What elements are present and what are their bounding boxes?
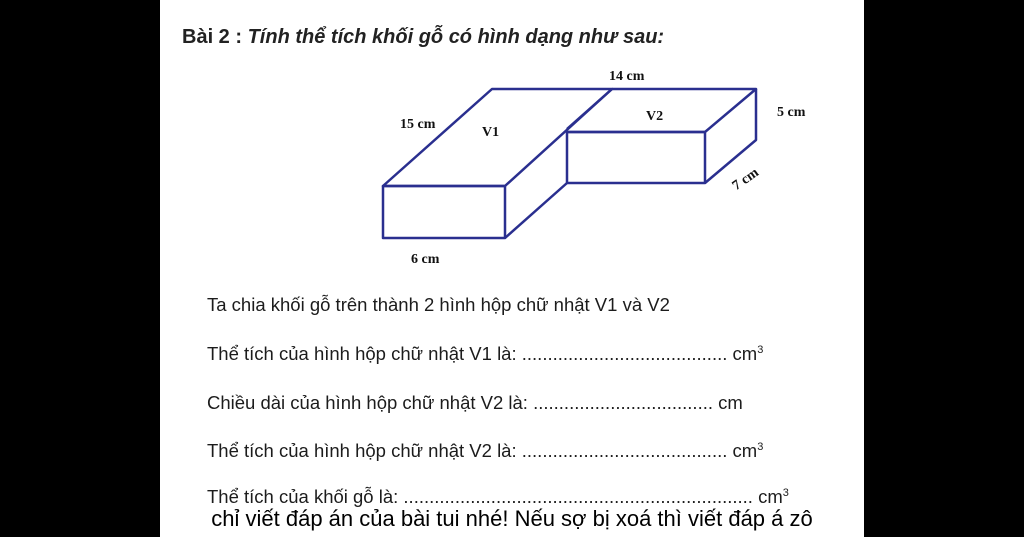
total-volume-answer-blank[interactable]: .................................................................... [403, 486, 753, 507]
v1-back-edge [567, 89, 612, 129]
v2-volume-label: Thể tích của hình hộp chữ nhật V2 là: [207, 440, 517, 461]
intro-line: Ta chia khối gỗ trên thành 2 hình hộp chữ nhật V1 và V2 [207, 294, 670, 315]
label-front-width: 6 cm [411, 252, 440, 267]
label-v1: V1 [482, 125, 500, 140]
v2-volume-line [207, 440, 763, 462]
exercise-question: Tính thể tích khối gỗ có hình dạng như sau: [247, 26, 665, 48]
v2-length-label: Chiều dài của hình hộp chữ nhật V2 là: [207, 392, 528, 413]
v2-volume-exponent: 3 [757, 440, 764, 453]
v2-front-face [567, 132, 705, 183]
worksheet-page [160, 0, 864, 537]
label-height: 5 cm [777, 105, 806, 120]
overlay-caption: chỉ viết đáp án của bài tui nhé! Nếu sợ bị xoá thì viết đáp á zô [211, 506, 813, 531]
label-top-length: 14 cm [609, 69, 645, 84]
exercise-number: Bài 2 : [182, 26, 243, 48]
v2-length-line [207, 392, 743, 414]
v1-volume-answer-blank[interactable]: ........................................ [521, 343, 728, 364]
v2-volume-unit: cm [732, 440, 758, 461]
v1-volume-unit: cm [732, 343, 758, 364]
total-volume-line [207, 486, 789, 508]
total-volume-unit: cm [758, 486, 783, 507]
v1-volume-line [207, 343, 763, 365]
v1-right-edge [505, 183, 567, 238]
label-depth-right: 7 cm [729, 165, 762, 194]
total-volume-label: Thể tích của khối gỗ là: [207, 486, 399, 507]
label-v2: V2 [646, 109, 664, 124]
v2-length-answer-blank[interactable]: ................................... [533, 392, 713, 413]
v2-length-unit: cm [718, 392, 743, 413]
v1-volume-label: Thể tích của hình hộp chữ nhật V1 là: [207, 343, 517, 364]
v2-volume-answer-blank[interactable]: ........................................ [521, 440, 728, 461]
label-depth-left: 15 cm [400, 117, 436, 132]
v1-front-face [383, 186, 505, 238]
total-volume-exponent: 3 [782, 486, 789, 499]
v1-volume-exponent: 3 [757, 343, 764, 356]
wooden-block-figure [160, 0, 864, 290]
